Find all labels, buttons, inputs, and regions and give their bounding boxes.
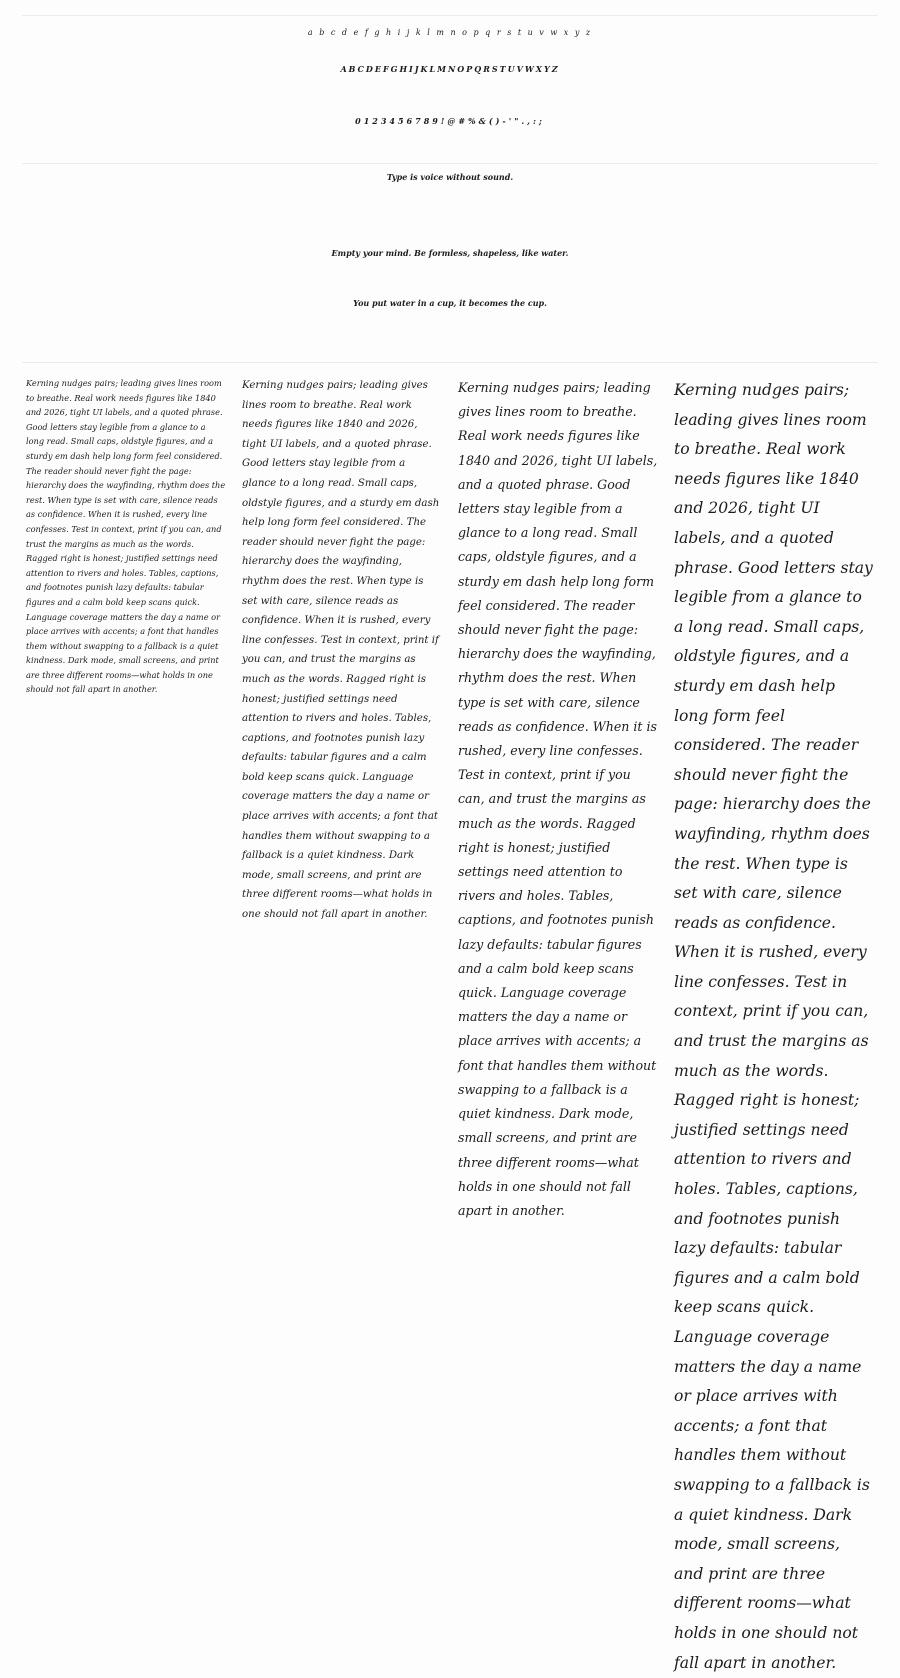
figures-and-punctuation: 0123456789!@#%&()-'".,:; — [355, 116, 545, 126]
text-column-medium: Kerning nudges pairs; leading gives lines room to breathe. Real work needs figures like 1840 and 2026, tight UI labels, and a quoted phrase. Good letters stay legible from a glance to a long read. Small caps, oldstyle figures, and a sturdy em dash help long form feel considered. The reader should never fight the page: hierarchy does the wayfinding, rhythm does the rest. When type is set with care, silence reads as confidence. When it is rushed, every line confesses. Test in context, print if you can, and trust the margins as much as the words. Ragged right is honest; justified settings need attention to rivers and holes. Tables, captions, and footnotes punish lazy defaults: tabular figures and a calm bold keep scans quick. Language coverage matters the day a name or place arrives with accents; a font that handles them without swapping to a fallback is a quiet kindness. Dark mode, small screens, and print are three different rooms—what holds in one should not fall apart in another. — [242, 380, 440, 921]
specimen-line-medium-large: You put water in a cup, it becomes the cup. — [353, 298, 547, 308]
text-column-large: Kerning nudges pairs; leading gives lines room to breathe. Real work needs figures like 1840 and 2026, tight UI labels, and a quoted phrase. Good letters stay legible from a glance to a long read. Small caps, oldstyle figures, and a sturdy em dash help long form feel considered. The reader should never fight the page: hierarchy does the wayfinding, rhythm does the rest. When type is set with care, silence reads as confidence. When it is rushed, every line confesses. Test in context, print if you can, and trust the margins as much as the words. Ragged right is honest; justified settings need attention to rivers and holes. Tables, captions, and footnotes punish lazy defaults: tabular figures and a calm bold keep scans quick. Language coverage matters the day a name or place arrives with accents; a font that handles them without swapping to a fallback is a quiet kindness. Dark mode, small screens, and print are three different rooms—what holds in one should not fall apart in another. — [458, 380, 658, 1218]
text-column-small: Kerning nudges pairs; leading gives lines room to breathe. Real work needs figures like 1840 and 2026, tight UI labels, and a quoted phrase. Good letters stay legible from a glance to a long read. Small caps, oldstyle figures, and a sturdy em dash help long form feel considered. The reader should never fight the page: hierarchy does the wayfinding, rhythm does the rest. When type is set with care, silence reads as confidence. When it is rushed, every line confesses. Test in context, print if you can, and trust the margins as much as the words. Ragged right is honest; justified settings need attention to rivers and holes. Tables, captions, and footnotes punish lazy defaults: tabular figures and a calm bold keep scans quick. Language coverage matters the day a name or place arrives with accents; a font that handles them without swapping to a fallback is a quiet kindness. Dark mode, small screens, and print are three different rooms—what holds in one should not fall apart in another. — [26, 378, 226, 695]
lowercase-alphabet: a b c d e f g h i j k l m n o p q r s t u v w x y z — [307, 28, 593, 37]
divider-specimen — [22, 362, 878, 363]
text-column-xlarge: Kerning nudges pairs; leading gives lines room to breathe. Real work needs figures like 1840 and 2026, tight UI labels, and a quoted phrase. Good letters stay legible from a glance to a long read. Small caps, oldstyle figures, and a sturdy em dash help long form feel considered. The reader should never fight the page: hierarchy does the wayfinding, rhythm does the rest. When type is set with care, silence reads as confidence. When it is rushed, every line confesses. Test in context, print if you can, and trust the margins as much as the words. Ragged right is honest; justified settings need attention to rivers and holes. Tables, captions, and footnotes punish lazy defaults: tabular figures and a calm bold keep scans quick. Language coverage matters the day a name or place arrives with accents; a font that handles them without swapping to a fallback is a quiet kindness. Dark mode, small screens, and print are three different rooms—what holds in one should not fall apart in another. — [674, 381, 873, 1672]
specimen-line-large: Type is voice without sound. — [386, 172, 514, 182]
divider-glyphs — [22, 163, 878, 164]
specimen-line-medium: Empty your mind. Be formless, shapeless, like water. — [331, 248, 569, 258]
uppercase-alphabet: ABCDEFGHIJKLMNOPQRSTUVWXYZ — [340, 64, 560, 74]
divider-top — [22, 15, 878, 16]
